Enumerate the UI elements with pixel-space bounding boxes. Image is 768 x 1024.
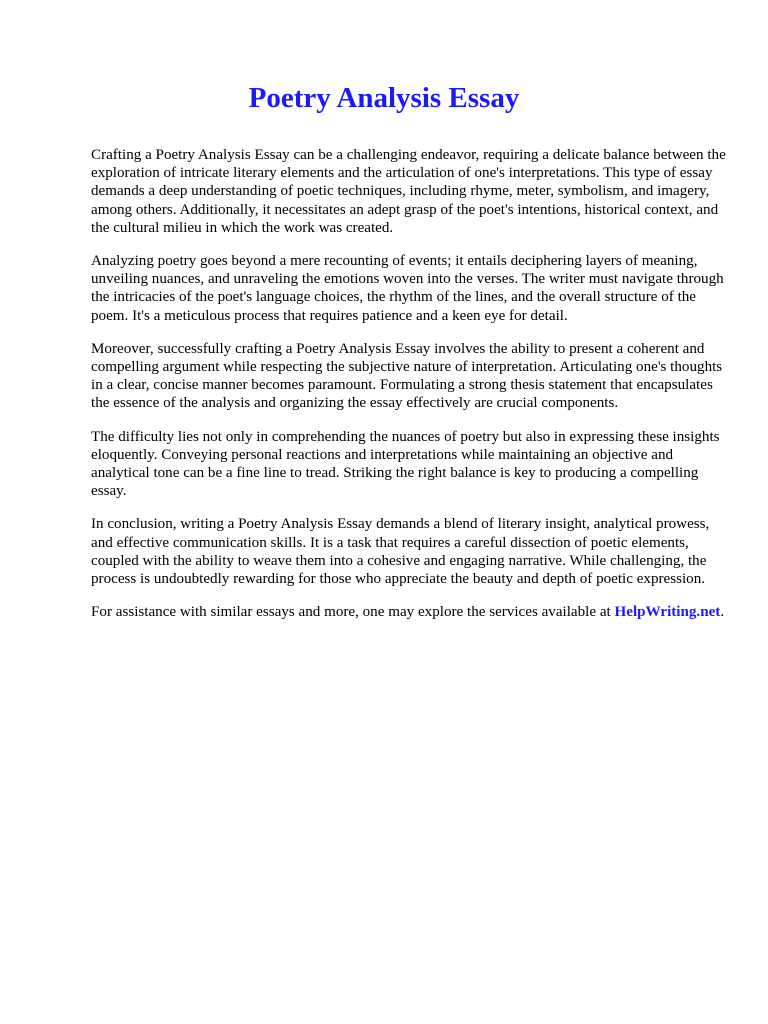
closing-paragraph — [91, 603, 731, 621]
paragraph-4: The difficulty lies not only in comprehending the nuances of poetry but also in expressing these insights eloquently. Conveying personal reactions and interpretations while maintaining an objective and analytical tone can be a fine line to tread. Striking the right balance is key to producing a compelling essay. — [91, 428, 720, 500]
helpwriting-link[interactable]: HelpWriting.net — [614, 604, 721, 621]
paragraph-2: Analyzing poetry goes beyond a mere recounting of events; it entails deciphering layers of meaning, unveiling nuances, and unraveling the emotions woven into the verses. The writer must navigate through the intricacies of the poet's language choices, the rhythm of the lines, and the overall structure of the poem. It's a meticulous process that requires patience and a keen eye for detail. — [91, 253, 724, 324]
paragraph-1: Crafting a Poetry Analysis Essay can be a challenging endeavor, requiring a delicate balance between the exploration of intricate literary elements and the articulation of one's interpretations. This type of essay demands a deep understanding of poetic techniques, including rhyme, meter, symbolism, and imagery, among others. Additionally, it necessitates an adept grasp of the poet's intentions, historical context, and the cultural milieu in which the work was created. — [91, 147, 726, 236]
essay-body — [91, 146, 731, 636]
paragraph-5: In conclusion, writing a Poetry Analysis Essay demands a blend of literary insight, analytical prowess, and effective communication skills. It is a task that requires a careful dissection of poetic elements, coupled with the ability to weave them into a cohesive and engaging narrative. While challenging, the process is undoubtedly rewarding for those who appreciate the beauty and depth of poetic expression. — [91, 516, 710, 588]
page-title: Poetry Analysis Essay — [248, 82, 520, 114]
closing-text: For assistance with similar essays and more, one may explore the services available at — [91, 604, 611, 621]
paragraph-3: Moreover, successfully crafting a Poetry Analysis Essay involves the ability to present a coherent and compelling argument while respecting the subjective nature of interpretation. Articulating one's thoughts in a clear, concise manner becomes paramount. Formulating a strong thesis statement that encapsulates the essence of the analysis and organizing the essay effectively are crucial components. — [91, 340, 723, 412]
closing-suffix: . — [720, 604, 725, 621]
